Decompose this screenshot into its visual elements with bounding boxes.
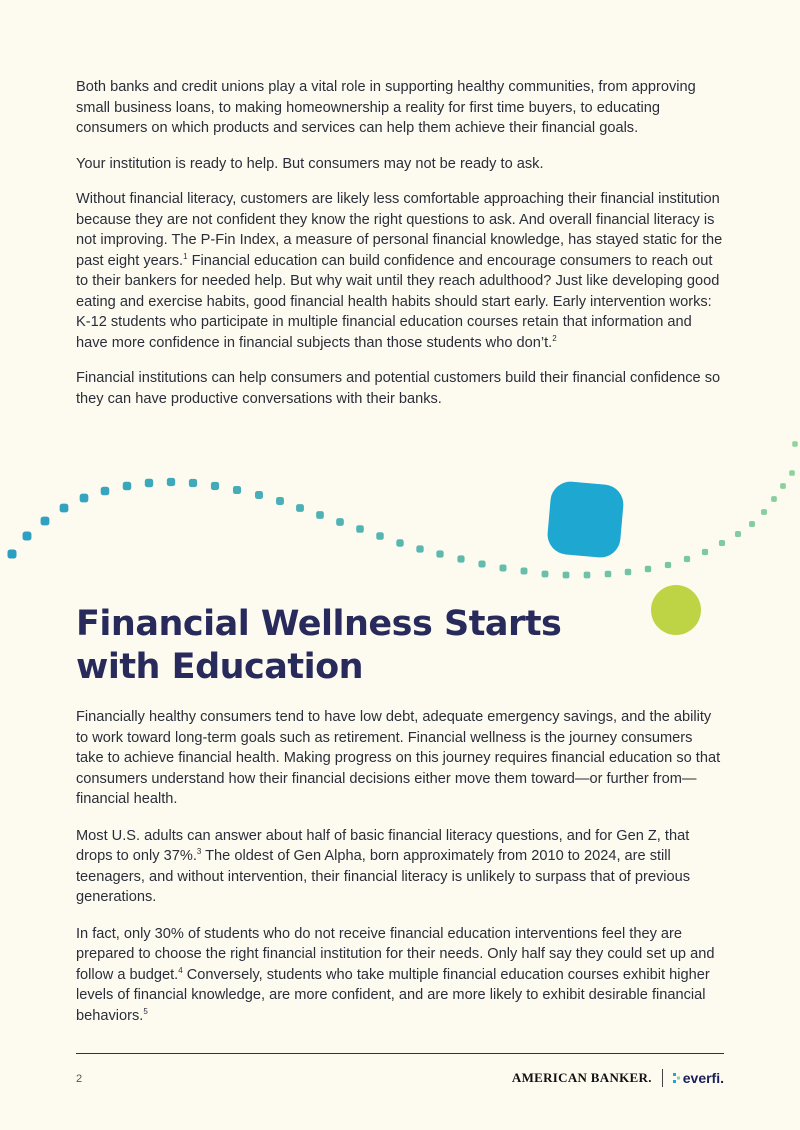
body-section xyxy=(76,707,724,1042)
wave-dot xyxy=(792,441,798,447)
section-heading: Financial Wellness Starts with Education xyxy=(76,604,562,687)
wave-dot xyxy=(789,470,795,476)
wave-dot xyxy=(356,525,364,533)
wave-dot xyxy=(396,539,403,546)
wave-dot xyxy=(478,560,485,567)
wave-dot xyxy=(702,549,708,555)
intro-paragraph-1: Both banks and credit unions play a vital role in supporting healthy communities, from approving small business loans, to making homeownership a reality for first time buyers, to educating consumers on which products and services can help them achieve their financial goals. xyxy=(76,79,696,136)
wave-dot xyxy=(684,556,690,562)
wave-dot xyxy=(457,555,464,562)
everfi-wordmark: everfi. xyxy=(682,1070,724,1086)
wave-dot xyxy=(255,491,263,499)
body-paragraph-2-part-a: Most U.S. adults can answer about half of basic financial literacy questions, and for Gen Z, that drops to only 37%. xyxy=(76,827,690,864)
footnote-ref: 5 xyxy=(143,1006,148,1016)
wave-dot xyxy=(416,545,423,552)
blue-rounded-square xyxy=(546,480,625,559)
intro-paragraph-4: Financial institutions can help consumers and potential customers build their financial confidence so they can have productive conversations with their banks. xyxy=(76,370,721,407)
wave-dot xyxy=(735,531,741,537)
body-paragraph-2-part-b: The oldest of Gen Alpha, born approximately from 2010 to 2024, are still teenagers, and without intervention, their financial literacy is unlikely to surpass that of previous generations. xyxy=(76,848,691,905)
body-paragraph-1: Financially healthy consumers tend to have low debt, adequate emergency savings, and the ability to work toward long-term goals such as retirement. Financial wellness is the journey consumers take to achieve financial health. Making progress on this journey requires financial education so that consumers understand how their financial decisions either move them toward—or further from—financial health. xyxy=(76,709,721,807)
intro-paragraph-3-part-b: Financial education can build confidence and encourage consumers to reach out to their bankers for needed help. But why wait until they reach adulthood? Just like developing good eating and exercise habits, good financial health habits should start early. Early intervention works: K-12 students who participate in multiple financial education courses retain that information and have more confidence in financial subjects than those students who don’t. xyxy=(76,252,720,351)
wave-dot xyxy=(276,497,284,505)
american-banker-logo: AMERICAN BANKER. xyxy=(511,1070,652,1085)
wave-dot xyxy=(80,494,89,503)
intro-paragraph-3-part-a: Without financial literacy, customers are likely less comfortable approaching their financial institution because they are not confident they know the right questions to ask. And overall financial literacy is not improving. The P-Fin Index, a measure of personal financial knowledge, has stayed static for the past eight years. xyxy=(76,191,723,269)
page-number: 2 xyxy=(76,1073,83,1085)
body-paragraph-3 xyxy=(76,924,724,1027)
wave-dot xyxy=(8,550,17,559)
wave-dot xyxy=(771,496,777,502)
wave-dot xyxy=(211,482,219,490)
everfi-mark-icon xyxy=(673,1073,681,1083)
body-paragraph-3-part-b: Conversely, students who take multiple financial education courses exhibit higher levels of financial knowledge, are more confident, and are more likely to exhibit desirable financial behaviors. xyxy=(76,966,710,1024)
intro-section xyxy=(76,77,724,424)
wave-dot xyxy=(145,479,153,487)
wave-dot xyxy=(542,571,549,578)
wave-dot xyxy=(563,572,570,579)
intro-paragraph-2: Your institution is ready to help. But consumers may not be ready to ask. xyxy=(76,155,544,172)
wave-dot xyxy=(521,568,528,575)
intro-paragraph-3 xyxy=(76,189,724,353)
footer-divider xyxy=(76,1053,724,1054)
body-paragraph-2 xyxy=(76,826,724,908)
logo-separator xyxy=(662,1069,663,1087)
footnote-ref: 1 xyxy=(183,251,188,261)
wave-dot xyxy=(189,479,197,487)
wave-dot xyxy=(749,521,755,527)
wave-dot xyxy=(123,482,132,491)
wave-dot xyxy=(625,569,632,576)
wave-dot xyxy=(780,483,786,489)
footer-logos xyxy=(512,1069,724,1087)
wave-dot xyxy=(233,486,241,494)
footnote-ref: 2 xyxy=(552,333,557,343)
wave-dot xyxy=(23,532,32,541)
wave-dot xyxy=(376,532,384,540)
wave-dot xyxy=(101,487,110,496)
lime-circle xyxy=(651,585,701,635)
wave-dot xyxy=(584,572,591,579)
wave-dot xyxy=(645,566,651,572)
wave-dot xyxy=(436,550,443,557)
wave-dot xyxy=(336,518,344,526)
wave-dot xyxy=(296,504,304,512)
footnote-ref: 4 xyxy=(178,965,183,975)
footnote-ref: 3 xyxy=(196,847,202,857)
wave-dot xyxy=(167,478,175,486)
wave-dot xyxy=(41,517,50,526)
wave-dot xyxy=(316,511,324,519)
everfi-logo xyxy=(673,1070,724,1086)
wave-dot xyxy=(665,562,671,568)
wave-dot xyxy=(60,504,69,513)
wave-dot xyxy=(500,565,507,572)
body-paragraph-3-part-a: In fact, only 30% of students who do not receive financial education interventions feel they are prepared to choose the right financial institution for their needs. Only half say they could set up and follow a budget. xyxy=(76,925,715,983)
wave-dot xyxy=(605,571,612,578)
wave-dot xyxy=(719,540,725,546)
wave-dot xyxy=(761,509,767,515)
